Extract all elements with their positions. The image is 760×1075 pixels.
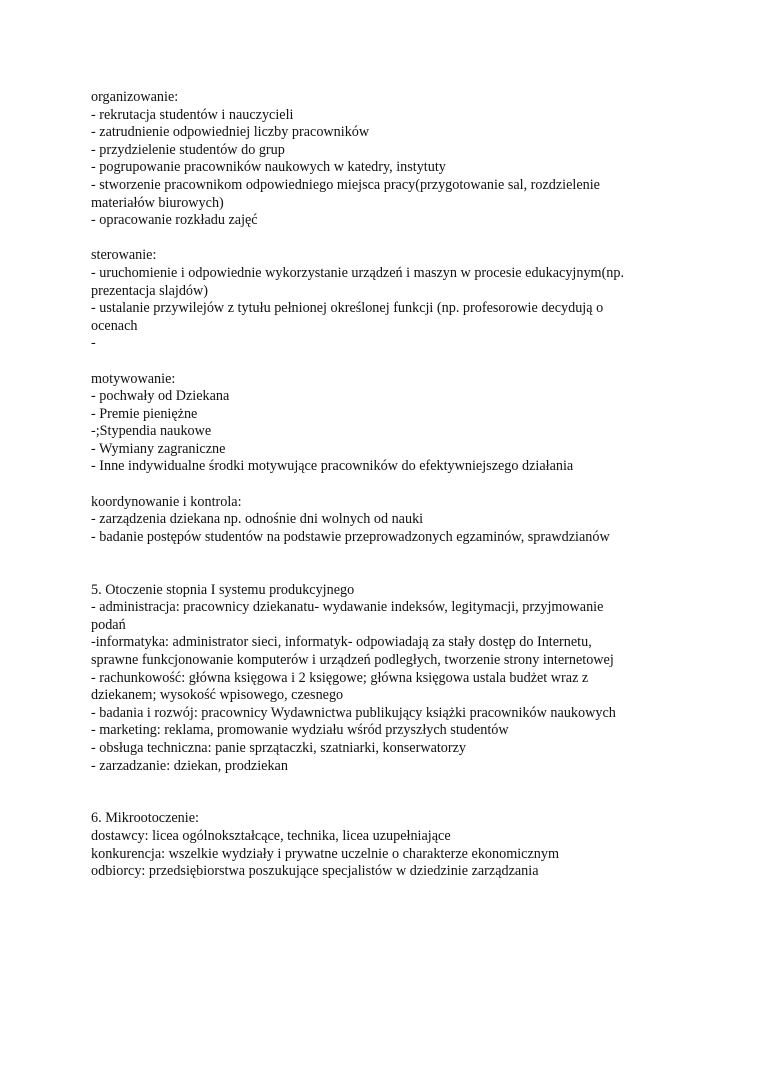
list-item-continuation: materiałów biurowych)	[91, 194, 224, 211]
list-item: - badania i rozwój: pracownicy Wydawnictwa publikujący książki pracowników naukowych	[91, 704, 616, 721]
section-heading: sterowanie:	[91, 247, 157, 264]
list-item: -;Stypendia naukowe	[91, 423, 212, 440]
section-motywowanie	[91, 371, 681, 477]
list-item: - administracja: pracownicy dziekanatu- wydawanie indeksów, legitymacji, przyjmowanie	[91, 599, 604, 616]
list-item: konkurencja: wszelkie wydziały i prywatne uczelnie o charakterze ekonomicznym	[91, 845, 559, 862]
section-sterowanie	[91, 247, 681, 353]
document-page	[91, 89, 681, 881]
list-item-continuation: podań	[91, 616, 126, 633]
list-item: - badanie postępów studentów na podstawie przeprowadzonych egzaminów, sprawdzianów	[91, 528, 610, 545]
list-item: - ustalanie przywilejów z tytułu pełnionej określonej funkcji (np. profesorowie decydują o	[91, 300, 604, 317]
list-item-continuation: prezentacja slajdów)	[91, 282, 208, 299]
list-item: -informatyka: administrator sieci, informatyk- odpowiadają za stały dostęp do Internetu,	[91, 634, 592, 651]
section-organizowanie	[91, 89, 681, 230]
list-item-continuation: sprawne funkcjonowanie komputerów i urządzeń podległych, tworzenie strony internetowej	[91, 652, 614, 668]
list-item: - marketing: reklama, promowanie wydziału wśród przyszłych studentów	[91, 722, 509, 739]
list-item: dostawcy: licea ogólnokształcące, technika, licea uzupełniające	[91, 827, 451, 844]
list-item: - przydzielenie studentów do grup	[91, 141, 285, 158]
list-item: - pogrupowanie pracowników naukowych w katedry, instytuty	[91, 159, 446, 176]
list-item: - rachunkowość: główna księgowa i 2 księgowe; główna księgowa ustala budżet wraz z	[91, 669, 589, 686]
list-item: - Inne indywidualne środki motywujące pracowników do efektywniejszego działania	[91, 458, 574, 475]
list-item: -	[91, 335, 96, 352]
list-item: - opracowanie rozkładu zajęć	[91, 212, 258, 229]
section-heading: 6. Mikrootoczenie:	[91, 810, 199, 827]
list-item: - uruchomienie i odpowiednie wykorzystanie urządzeń i maszyn w procesie edukacyjnym(np.	[91, 264, 625, 281]
section-heading: organizowanie:	[91, 89, 179, 105]
list-item: - stworzenie pracownikom odpowiedniego miejsca pracy(przygotowanie sal, rozdzielenie	[91, 176, 600, 193]
section-heading: koordynowanie i kontrola:	[91, 493, 242, 510]
list-item: - Premie pieniężne	[91, 405, 198, 422]
list-item: - pochwały od Dziekana	[91, 388, 230, 405]
list-item: - zarządzenia dziekana np. odnośnie dni wolnych od nauki	[91, 511, 424, 528]
section-koordynowanie	[91, 494, 681, 547]
list-item-continuation: dziekanem; wysokość wpisowego, czesnego	[91, 687, 344, 704]
list-item: - zatrudnienie odpowiedniej liczby pracowników	[91, 124, 370, 141]
section-otoczenie	[91, 582, 681, 776]
list-item: - obsługa techniczna: panie sprzątaczki, szatniarki, konserwatorzy	[91, 739, 467, 756]
section-heading: 5. Otoczenie stopnia I systemu produkcyjnego	[91, 581, 355, 598]
section-heading: motywowanie:	[91, 370, 176, 387]
list-item-continuation: ocenach	[91, 317, 138, 334]
section-mikrootoczenie	[91, 810, 681, 880]
list-item: - Wymiany zagraniczne	[91, 440, 226, 457]
list-item: - rekrutacja studentów i nauczycieli	[91, 106, 294, 123]
list-item: odbiorcy: przedsiębiorstwa poszukujące specjalistów w dziedzinie zarządzania	[91, 863, 539, 880]
list-item: - zarzadzanie: dziekan, prodziekan	[91, 757, 288, 774]
